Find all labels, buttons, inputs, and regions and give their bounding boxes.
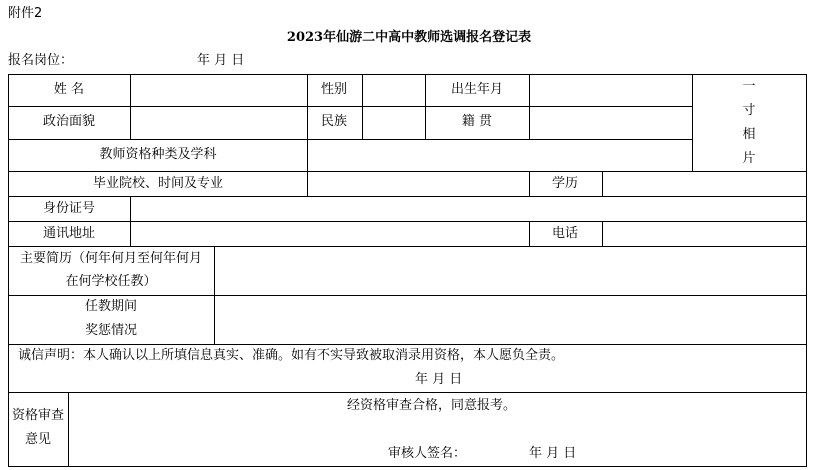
address-label: 通讯地址 <box>42 226 96 241</box>
political-label: 政治面貌 <box>42 114 96 129</box>
col-line <box>529 221 530 246</box>
row-line <box>8 466 807 467</box>
photo-char: 寸 <box>742 103 756 118</box>
row-line <box>8 106 693 107</box>
photo-char: 片 <box>742 151 756 166</box>
col-line <box>425 74 426 139</box>
row-line <box>8 392 807 393</box>
row-line <box>8 221 807 222</box>
gender-label: 性别 <box>320 82 348 97</box>
review-result-text: 经资格审查合格，同意报考。 <box>347 398 517 413</box>
col-line <box>529 171 530 196</box>
col-line <box>307 74 308 139</box>
name-label: 姓 名 <box>53 82 85 97</box>
row-line <box>8 246 807 247</box>
form-title: 2023年仙游二中高中教师选调报名登记表 <box>286 30 532 45</box>
graduate-label: 毕业院校、时间及专业 <box>92 176 224 191</box>
col-line <box>214 246 215 344</box>
row-line <box>8 171 807 172</box>
ethnic-label: 民族 <box>320 114 348 129</box>
row-line <box>8 196 807 197</box>
col-line <box>692 74 693 171</box>
declaration-date: 年 月 日 <box>415 372 463 387</box>
col-line <box>8 74 9 467</box>
reviewer-signature-label: 审核人签名： <box>388 446 467 461</box>
awards-label-line2: 奖惩情况 <box>84 323 138 338</box>
review-label-line1: 资格审查 <box>11 408 65 423</box>
education-label: 学历 <box>551 176 579 191</box>
position-label: 报名岗位： <box>8 53 74 68</box>
row-line <box>8 344 807 345</box>
col-line <box>307 171 308 196</box>
col-line <box>307 139 308 171</box>
col-line <box>806 74 807 467</box>
col-line <box>602 171 603 196</box>
photo-char: 一 <box>742 79 756 94</box>
row-line <box>8 74 807 75</box>
attachment-label: 附件2 <box>8 6 43 21</box>
photo-char: 相 <box>742 127 756 142</box>
review-label-line2: 意见 <box>24 432 52 447</box>
col-line <box>130 196 131 246</box>
id-number-label: 身份证号 <box>42 201 96 216</box>
col-line <box>68 392 69 466</box>
col-line <box>529 74 530 139</box>
birth-label: 出生年月 <box>450 82 504 97</box>
awards-label-line1: 任教期间 <box>84 299 138 314</box>
row-line <box>8 295 807 296</box>
phone-label: 电话 <box>551 226 579 241</box>
col-line <box>130 74 131 139</box>
review-date: 年 月 日 <box>529 446 577 461</box>
resume-label-line2: 在何学校任教） <box>65 274 157 289</box>
position-date: 年 月 日 <box>197 53 245 68</box>
resume-label-line1: 主要简历（何年何月至何年何月 <box>19 251 203 266</box>
qualification-label: 教师资格种类及学科 <box>99 147 217 162</box>
col-line <box>362 74 363 139</box>
col-line <box>602 221 603 246</box>
declaration-text: 诚信声明：本人确认以上所填信息真实、准确。如有不实导致被取消录用资格，本人愿负全责。 <box>18 348 565 363</box>
row-line <box>8 139 693 140</box>
native-label: 籍 贯 <box>461 114 493 129</box>
